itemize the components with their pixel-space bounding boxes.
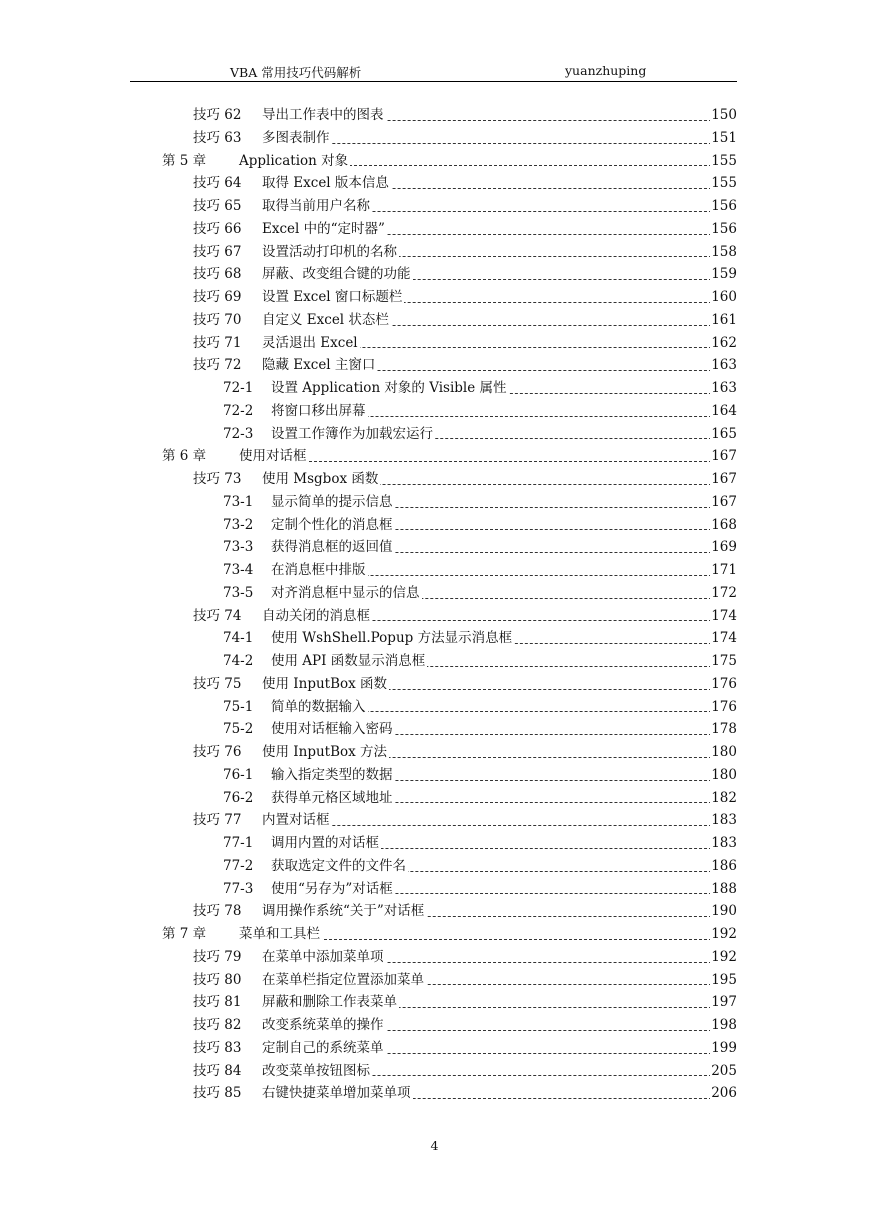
toc-entry-number: 74-2	[223, 653, 254, 669]
toc-entry-number: 技巧 70	[193, 311, 242, 328]
toc-entry-number: 74-1	[223, 630, 254, 647]
toc-entry-number: 技巧 65	[193, 198, 242, 214]
toc-entry-title: 改变菜单按钮图标	[262, 1060, 372, 1083]
toc-entry[interactable]	[0, 423, 869, 446]
toc-entry-number: 技巧 67	[193, 243, 242, 260]
toc-entry-number: 技巧 69	[193, 289, 242, 305]
toc-entry-number: 技巧 63	[193, 129, 242, 146]
toc-entry-page: 188	[710, 878, 737, 901]
toc-entry-title: 输入指定类型的数据	[271, 764, 395, 787]
toc-entry-page: 195	[710, 969, 737, 992]
toc-entry-page: 167	[710, 468, 737, 491]
toc-entry-title: 使用 API 函数显示消息框	[271, 650, 427, 673]
toc-entry-number: 技巧 75	[193, 675, 242, 692]
toc-entry-number: 76-2	[223, 789, 254, 806]
toc-entry-title: 导出工作表中的图表	[262, 104, 386, 127]
toc-entry-page: 178	[710, 718, 737, 741]
toc-entry[interactable]	[0, 377, 869, 400]
toc-entry-title: 设置 Excel 窗口标题栏	[262, 286, 404, 309]
toc-entry-title: 使用“另存为”对话框	[271, 878, 395, 901]
toc-entry-title: 使用 InputBox 方法	[262, 741, 389, 764]
toc-entry[interactable]	[0, 650, 869, 673]
toc-entry-page: 167	[710, 491, 737, 514]
toc-entry[interactable]	[0, 855, 869, 878]
toc-entry-page: 167	[710, 445, 737, 468]
toc-entry-number: 77-3	[223, 880, 254, 897]
toc-entry[interactable]	[0, 468, 869, 491]
toc-entry[interactable]	[0, 809, 869, 832]
toc-entry-number: 第 5 章	[162, 152, 207, 169]
toc-entry-page: 192	[710, 946, 737, 969]
toc-entry[interactable]	[0, 354, 869, 377]
toc-entry-number: 技巧 66	[193, 220, 242, 237]
toc-entry-number: 技巧 68	[193, 266, 242, 283]
toc-entry-title: 多图表制作	[262, 127, 332, 150]
toc-entry-title: 改变系统菜单的操作	[262, 1014, 386, 1037]
toc-entry-number: 技巧 81	[193, 994, 242, 1011]
toc-entry-page: 155	[710, 172, 737, 195]
toc-entry-number: 技巧 85	[193, 1085, 242, 1102]
toc-entry[interactable]	[0, 718, 869, 741]
toc-entry[interactable]	[0, 696, 869, 719]
toc-entry-title: 使用 InputBox 函数	[262, 673, 389, 696]
toc-entry-number: 76-1	[223, 766, 254, 783]
toc-entry[interactable]	[0, 241, 869, 264]
toc-entry[interactable]	[0, 1037, 869, 1060]
toc-entry-title: 获取选定文件的文件名	[271, 855, 408, 878]
toc-entry-number: 技巧 64	[193, 175, 242, 192]
toc-entry[interactable]	[0, 605, 869, 628]
toc-entry-page: 162	[710, 332, 737, 355]
toc-entry-page: 206	[710, 1082, 737, 1105]
toc-entry[interactable]	[0, 741, 869, 764]
toc-entry[interactable]	[0, 946, 869, 969]
toc-entry[interactable]	[0, 514, 869, 537]
toc-entry-title: 设置 Application 对象的 Visible 属性	[271, 377, 509, 400]
toc-entry-title: 隐藏 Excel 主窗口	[262, 354, 377, 377]
toc-entry[interactable]	[0, 104, 869, 127]
toc-entry-title: Excel 中的“定时器”	[262, 218, 387, 241]
toc-entry-page: 171	[710, 559, 737, 582]
toc-entry[interactable]	[0, 673, 869, 696]
toc-entry-page: 155	[710, 150, 737, 173]
toc-entry-title: 在消息框中排版	[271, 559, 368, 582]
toc-entry[interactable]	[0, 627, 869, 650]
toc-entry[interactable]	[0, 923, 869, 946]
toc-entry[interactable]	[0, 400, 869, 423]
toc-entry-number: 技巧 79	[193, 948, 242, 965]
toc-entry-title: 在菜单中添加菜单项	[262, 946, 386, 969]
toc-entry-title: 使用对话框输入密码	[271, 718, 395, 741]
toc-entry[interactable]	[0, 445, 869, 468]
toc-entry-title: 屏蔽、改变组合键的功能	[262, 263, 413, 286]
toc-entry-number: 75-1	[223, 698, 254, 715]
toc-entry-title: 屏蔽和删除工作表菜单	[262, 991, 399, 1014]
toc-entry-number: 技巧 62	[193, 107, 242, 123]
toc-entry-page: 156	[710, 218, 737, 241]
toc-entry-number: 第 6 章	[162, 448, 207, 465]
toc-entry-number: 技巧 74	[193, 607, 242, 624]
toc-entry-page: 182	[710, 787, 737, 810]
toc-entry-title: 设置工作簿作为加载宏运行	[271, 423, 435, 446]
toc-entry-number: 技巧 78	[193, 903, 242, 920]
toc-entry[interactable]	[0, 878, 869, 901]
toc-entry-number: 技巧 77	[193, 812, 242, 829]
toc-entry-title: 灵活退出 Excel	[262, 332, 360, 355]
toc-entry-title: 使用对话框	[239, 445, 309, 468]
toc-entry-title: 调用操作系统“关于”对话框	[262, 900, 426, 923]
toc-entry-title: 显示简单的提示信息	[271, 491, 395, 514]
toc-entry-page: 205	[710, 1060, 737, 1083]
toc-entry-page: 165	[710, 423, 737, 446]
toc-entry[interactable]	[0, 263, 869, 286]
toc-entry[interactable]	[0, 900, 869, 923]
toc-entry-title: 内置对话框	[262, 809, 332, 832]
toc-entry-number: 73-5	[223, 584, 254, 601]
toc-entry[interactable]	[0, 991, 869, 1014]
toc-entry-page: 174	[710, 605, 737, 628]
toc-entry[interactable]	[0, 309, 869, 332]
toc-entry-number: 技巧 76	[193, 744, 242, 760]
toc-entry[interactable]	[0, 332, 869, 355]
toc-entry-number: 技巧 82	[193, 1017, 242, 1033]
toc-entry-number: 技巧 72	[193, 357, 242, 374]
toc-entry[interactable]	[0, 286, 869, 309]
toc-entry-title: Application 对象	[239, 150, 350, 173]
toc-entry-page: 164	[710, 400, 737, 423]
toc-entry-page: 158	[710, 241, 737, 264]
toc-entry-number: 技巧 84	[193, 1062, 242, 1079]
toc-entry[interactable]	[0, 172, 869, 195]
toc-entry[interactable]	[0, 559, 869, 582]
toc-entry-title: 获得单元格区域地址	[271, 787, 395, 810]
toc-entry-title: 取得当前用户名称	[262, 195, 372, 218]
toc-entry-title: 获得消息框的返回值	[271, 536, 395, 559]
toc-entry-page: 192	[710, 923, 737, 946]
toc-entry-page: 186	[710, 855, 737, 878]
toc-entry-number: 72-3	[223, 425, 254, 442]
toc-entry-page: 198	[710, 1014, 737, 1037]
toc-entry-title: 使用 WshShell.Popup 方法显示消息框	[271, 627, 514, 650]
toc-entry-page: 169	[710, 536, 737, 559]
toc-entry[interactable]	[0, 1060, 869, 1083]
toc-entry-title: 定制自己的系统菜单	[262, 1037, 386, 1060]
toc-entry-title: 菜单和工具栏	[239, 923, 322, 946]
toc-entry-title: 对齐消息框中显示的信息	[271, 582, 422, 605]
toc-entry[interactable]	[0, 195, 869, 218]
toc-entry-title: 将窗口移出屏幕	[271, 400, 368, 423]
toc-entry-number: 72-2	[223, 402, 254, 419]
toc-entry-page: 168	[710, 514, 737, 537]
toc-entry-title: 自定义 Excel 状态栏	[262, 309, 391, 332]
toc-entry[interactable]	[0, 969, 869, 992]
page-number: 4	[430, 1138, 439, 1153]
toc-entry-number: 技巧 80	[193, 971, 242, 988]
toc-entry-title: 在菜单栏指定位置添加菜单	[262, 969, 426, 992]
toc-entry-title: 取得 Excel 版本信息	[262, 172, 391, 195]
toc-entry[interactable]	[0, 127, 869, 150]
toc-entry-number: 77-1	[223, 835, 254, 851]
toc-entry[interactable]	[0, 1082, 869, 1105]
toc-entry-page: 160	[710, 286, 737, 309]
toc-entry-number: 技巧 83	[193, 1039, 242, 1056]
toc-entry-page: 163	[710, 354, 737, 377]
toc-entry-title: 简单的数据输入	[271, 696, 368, 719]
toc-entry-page: 159	[710, 263, 737, 286]
toc-entry-title: 定制个性化的消息框	[271, 514, 395, 537]
toc-entry-page: 190	[710, 900, 737, 923]
toc-entry-page: 172	[710, 582, 737, 605]
toc-entry-title: 自动关闭的消息框	[262, 605, 372, 628]
toc-entry[interactable]	[0, 787, 869, 810]
toc-entry-number: 72-1	[223, 380, 254, 396]
toc-entry-page: 161	[710, 309, 737, 332]
toc-entry-title: 设置活动打印机的名称	[262, 241, 399, 264]
toc-entry-page: 183	[710, 832, 737, 855]
header-author: yuanzhuping	[565, 63, 647, 78]
header-title: VBA 常用技巧代码解析	[230, 65, 362, 80]
toc-entry-number: 73-4	[223, 562, 254, 578]
toc-entry-page: 150	[710, 104, 737, 127]
toc-entry[interactable]	[0, 582, 869, 605]
toc-entry-number: 73-3	[223, 539, 254, 556]
toc-entry-page: 183	[710, 809, 737, 832]
toc-entry[interactable]	[0, 491, 869, 514]
toc-entry-page: 176	[710, 696, 737, 719]
toc-entry-title: 右键快捷菜单增加菜单项	[262, 1082, 413, 1105]
toc-entry-number: 73-2	[223, 516, 254, 533]
toc-entry-page: 180	[710, 764, 737, 787]
toc-entry-page: 175	[710, 650, 737, 673]
toc-entry-title: 调用内置的对话框	[271, 832, 381, 855]
toc-entry-page: 174	[710, 627, 737, 650]
page-header	[130, 63, 737, 82]
toc-entry[interactable]	[0, 1014, 869, 1037]
toc-entry-page: 176	[710, 673, 737, 696]
toc-entry-page: 180	[710, 741, 737, 764]
table-of-contents	[0, 104, 869, 1105]
toc-entry[interactable]	[0, 764, 869, 787]
toc-entry-page: 197	[710, 991, 737, 1014]
toc-entry-number: 77-2	[223, 857, 254, 874]
toc-entry-page: 156	[710, 195, 737, 218]
toc-entry-page: 199	[710, 1037, 737, 1060]
toc-entry-page: 151	[710, 127, 737, 150]
toc-entry[interactable]	[0, 536, 869, 559]
toc-entry[interactable]	[0, 150, 869, 173]
toc-entry-number: 技巧 73	[193, 471, 242, 487]
toc-entry-page: 163	[710, 377, 737, 400]
toc-entry[interactable]	[0, 218, 869, 241]
toc-entry-number: 75-2	[223, 721, 254, 738]
toc-entry-title: 使用 Msgbox 函数	[262, 468, 380, 491]
toc-entry-number: 第 7 章	[162, 926, 207, 942]
toc-entry-number: 技巧 71	[193, 334, 242, 351]
toc-entry[interactable]	[0, 832, 869, 855]
toc-entry-number: 73-1	[223, 493, 254, 510]
toc-dot-leader	[239, 461, 712, 462]
